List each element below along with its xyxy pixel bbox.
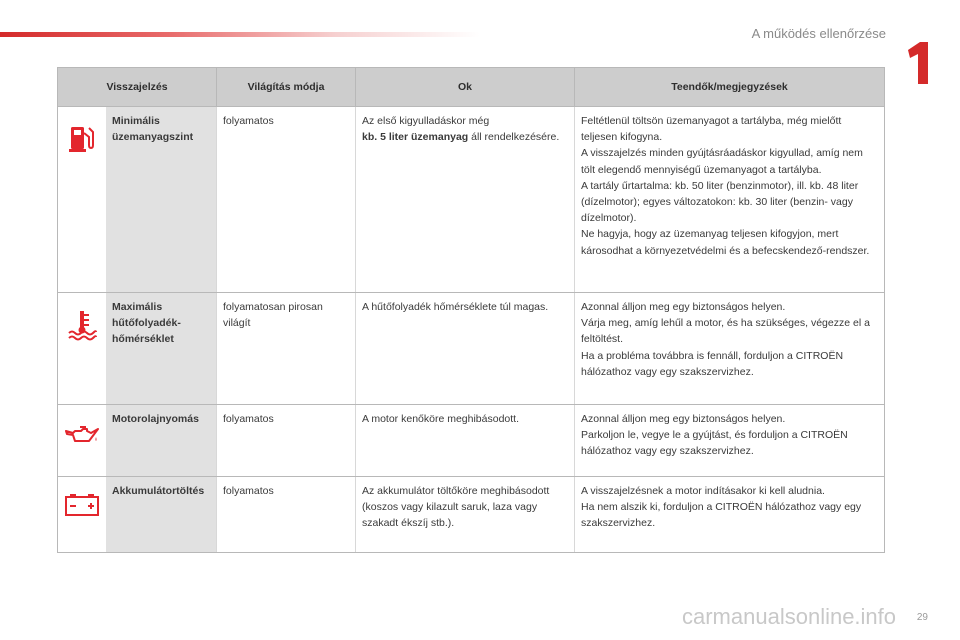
warning-name: Motorolajnyomás (106, 405, 217, 477)
warning-lights-table (57, 67, 885, 553)
note-line: Parkoljon le, vegye le a gyújtást, és forduljon a CITROËN hálózathoz vagy egy szakszervizhez. (581, 429, 848, 458)
note-line: A visszajelzésnek a motor indításakor ki kell aludnia. (581, 485, 825, 497)
lighting-mode: folyamatos (217, 477, 356, 553)
note-line: Azonnal álljon meg egy biztonságos helyen. (581, 301, 786, 313)
column-header: Ok (356, 68, 575, 107)
notes-cell (575, 107, 885, 293)
note-line: Várja meg, amíg lehűl a motor, és ha szükséges, végezze el a feltöltést. (581, 317, 870, 346)
icon-cell (58, 107, 107, 293)
note-line: Ha nem alszik ki, forduljon a CITROËN hálózathoz vagy egy szakszervizhez. (581, 501, 862, 530)
lighting-mode: folyamatosan pirosan világít (217, 293, 356, 405)
table-row (58, 405, 885, 477)
note-line: Feltétlenül töltsön üzemanyagot a tartályba, még mielőtt teljesen kifogyna. (581, 115, 842, 144)
lighting-mode: folyamatos (217, 405, 356, 477)
notes-cell (575, 405, 885, 477)
oil-can-icon (65, 425, 99, 447)
warning-name: Maximális hűtőfolyadék-hőmérséklet (106, 293, 217, 405)
chapter-number (904, 40, 934, 84)
note-line: A tartály űrtartalma: kb. 50 liter (benzinmotor), ill. kb. 48 liter (dízelmotor); egyes változatokon: kb. 30 liter (benzin- vagy dízelmotor). (581, 179, 859, 225)
icon-cell (58, 405, 107, 477)
cause-text-post: áll rendelkezésére. (468, 131, 560, 144)
table-row (58, 477, 885, 553)
cause-text (356, 107, 575, 293)
notes-cell (575, 477, 885, 553)
lighting-mode: folyamatos (217, 107, 356, 293)
page-number: 29 (916, 612, 928, 623)
notes-cell (575, 293, 885, 405)
note-line: Azonnal álljon meg egy biztonságos helyen. (581, 413, 786, 425)
fuel-pump-icon (68, 123, 96, 153)
coolant-temperature-icon (67, 309, 97, 341)
cause-text-pre: Az első kigyulladáskor még (362, 115, 490, 127)
table-row (58, 293, 885, 405)
header-accent-bar (0, 32, 480, 37)
cause-text: A motor kenőköre meghibásodott. (356, 405, 575, 477)
battery-icon (64, 493, 100, 517)
cause-text-bold: kb. 5 liter üzemanyag (362, 131, 469, 144)
warning-name: Akkumulátortöltés (106, 477, 217, 553)
table-header-row (58, 68, 885, 107)
icon-cell (58, 293, 107, 405)
note-line: Ha a probléma továbbra is fennáll, forduljon a CITROËN hálózathoz vagy egy szakszervizhez. (581, 349, 844, 378)
table-row (58, 107, 885, 293)
column-header: Visszajelzés (58, 68, 217, 107)
cause-text: Az akkumulátor töltőköre meghibásodott (koszos vagy kilazult saruk, laza vagy szakadt ékszíj stb.). (356, 477, 575, 553)
column-header: Világítás módja (217, 68, 356, 107)
icon-cell (58, 477, 107, 553)
column-header: Teendők/megjegyzések (575, 68, 885, 107)
page-header-title: A működés ellenőrzése (751, 26, 886, 41)
cause-text: A hűtőfolyadék hőmérséklete túl magas. (356, 293, 575, 405)
note-line: Ne hagyja, hogy az üzemanyag teljesen kifogyjon, mert károsodhat a környezetvédelmi és a befecskendező-rendszer. (581, 228, 870, 257)
watermark: carmanualsonline.info (682, 604, 897, 629)
warning-name: Minimális üzemanyagszint (106, 107, 217, 293)
note-line: A visszajelzés minden gyújtásráadáskor kigyullad, amíg nem tölt elegendő mennyiségű üzemanyagot a tartályba. (581, 147, 863, 176)
